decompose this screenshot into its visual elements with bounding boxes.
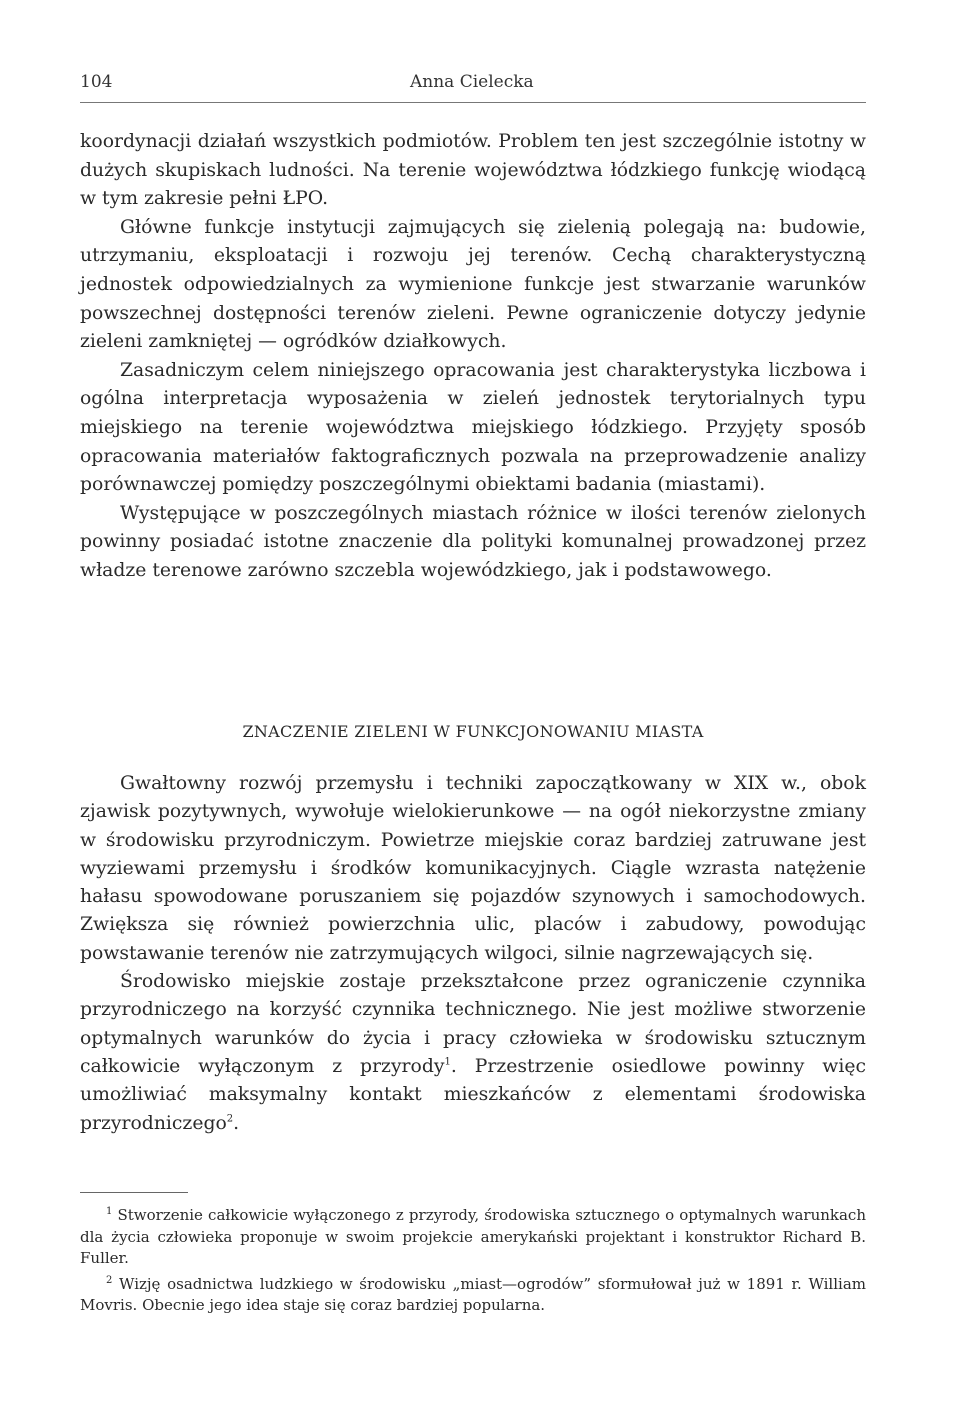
header-rule [80,102,866,103]
footnote [80,1205,866,1270]
footnote-rule [80,1192,188,1193]
page-number: 104 [80,72,113,92]
body-text [80,128,866,586]
paragraph-with-footnote-refs [80,968,866,1138]
section-body [80,770,866,1138]
footnote-mark: 2 [106,1274,113,1286]
footnote-text: Wizję osadnictwa ludzkiego w środowisku „miast—ogrodów” sformułował już w 1891 r. William Movris. Obecnie jego idea staje się coraz bardziej popularna. [80,1274,866,1314]
paragraph: Gwałtowny rozwój przemysłu i techniki zapoczątkowany w XIX w., obok zjawisk pozytywnych, wywołuje wielokierunkowe — na ogół niekorzystne zmiany w środowisku przyrodniczym. Powietrze miejskie coraz bardziej zatruwane jest wyziewami przemysłu i środków komunikacyjnych. Ciągle wzrasta natężenie hałasu spowodowane poruszaniem się pojazdów szynowych i samochodowych. Zwiększa się również powierzchnia ulic, placów i zabudowy, powodując powstawanie terenów nie zatrzymujących wilgoci, silnie nagrzewających się. [80,773,866,964]
paragraph: Główne funkcje instytucji zajmujących się zielenią polegają na: budowie, utrzymaniu, eksploatacji i rozwoju jej terenów. Cechą charakterystyczną jednostek odpowiedzialnych za wymienione funkcje jest stwarzanie warunków powszechnej dostępności terenów zieleni. Pewne ograniczenie dotyczy jedynie zieleni zamkniętej — ogródków działkowych. [80,216,866,353]
paragraph-text: . [233,1112,240,1134]
footnote-ref-1[interactable]: 1 [444,1056,451,1068]
paragraph: Zasadniczym celem niniejszego opracowania jest charakterystyka liczbowa i ogólna interpretacja wyposażenia w zieleń jednostek terytorialnych typu miejskiego na terenie województwa miejskiego łódzkiego. Przyjęty sposób opracowania materiałów faktograficznych pozwala na przeprowadzenie analizy porównawczej pomiędzy poszczególnymi obiektami badania (miastami). [80,359,866,496]
footnote-ref-2[interactable]: 2 [226,1113,234,1125]
footnote [80,1274,866,1317]
running-head-author: Anna Cielecka [410,72,534,92]
paragraph: Występujące w poszczególnych miastach różnice w ilości terenów zielonych powinny posiadać istotne znaczenie dla polityki komunalnej prowadzonej przez władze terenowe zarówno szczebla wojewódzkiego, jak i podstawowego. [80,502,866,581]
paragraph: koordynacji działań wszystkich podmiotów. Problem ten jest szczególnie istotny w dużych skupiskach ludności. Na terenie województwa łódzkiego funkcję wiodącą w tym zakresie pełni ŁPO. [80,131,866,210]
footnotes [80,1205,866,1317]
paragraph-text: Środowisko miejskie zostaje przekształcone przez ograniczenie czynnika przyrodniczego na korzyść czynnika technicznego. Nie jest możliwe stworzenie optymalnych warunków do życia i pracy człowieka w środowisku sztucznym całkowicie wyłączonym z przyrody [80,971,866,1077]
paragraph-text: . Przestrzenie osiedlowe powinny więc umożliwiać maksymalny kontakt mieszkańców z elementami środowiska przyrodniczego [80,1055,867,1134]
section-heading: ZNACZENIE ZIELENI W FUNKCJONOWANIU MIASTA [242,722,704,741]
footnote-text: Stworzenie całkowicie wyłączonego z przyrody, środowiska sztucznego o optymalnych warunkach dla życia człowieka proponuje w swoim projekcie amerykański projektant i konstruktor Richard B. Fuller. [80,1206,866,1267]
footnote-mark: 1 [106,1206,113,1217]
